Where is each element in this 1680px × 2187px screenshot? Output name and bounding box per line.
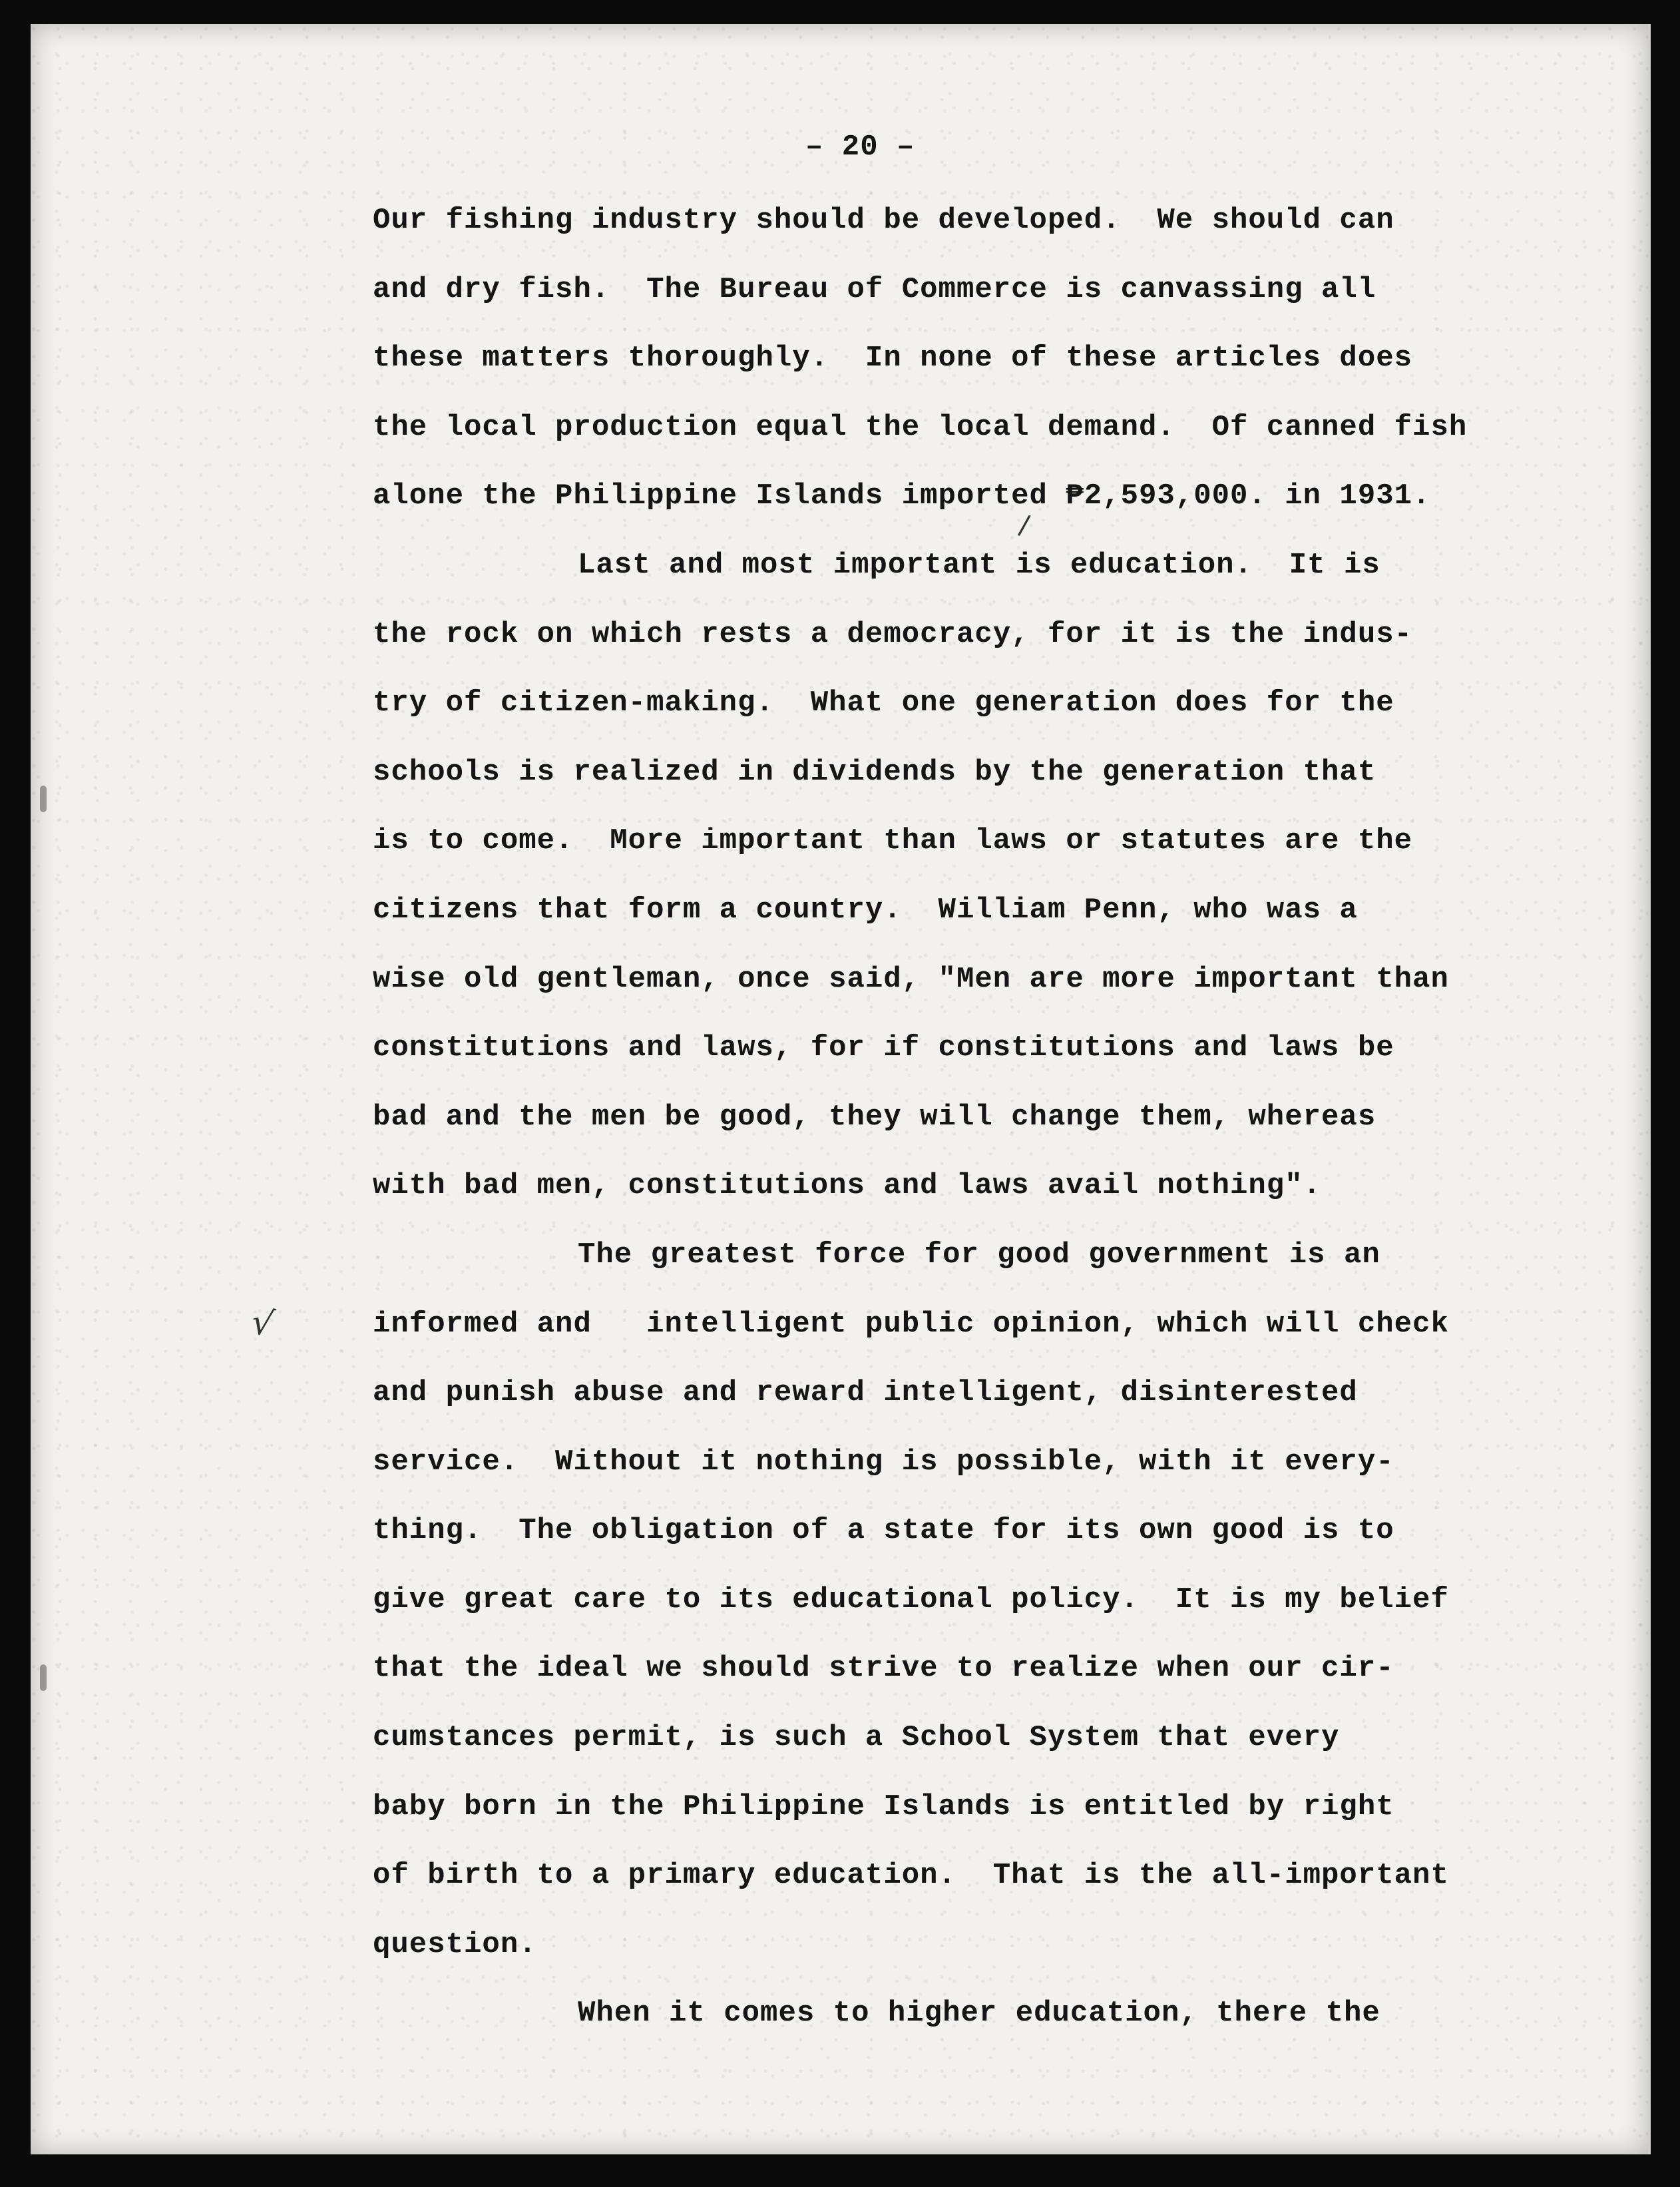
- text-line: service. Without it nothing is possible, with it every-: [373, 1445, 1394, 1479]
- text-line: baby born in the Philippine Islands is entitled by right: [373, 1790, 1394, 1823]
- paragraph-start-line: Last and most important is education. It is: [578, 548, 1380, 582]
- text-line: question.: [373, 1927, 537, 1961]
- text-line: with bad men, constitutions and laws avail nothing".: [373, 1169, 1322, 1203]
- text-line: bad and the men be good, they will change them, whereas: [373, 1100, 1376, 1134]
- text-line: the local production equal the local demand. Of canned fish: [373, 410, 1468, 444]
- page-number: – 20 –: [805, 130, 915, 164]
- text-line: constitutions and laws, for if constitutions and laws be: [373, 1031, 1394, 1065]
- text-line: wise old gentleman, once said, "Men are more important than: [373, 962, 1449, 996]
- page-edge: [1648, 24, 1651, 2154]
- text-line: and dry fish. The Bureau of Commerce is canvassing all: [373, 272, 1376, 306]
- text-line: these matters thoroughly. In none of these articles does: [373, 342, 1413, 375]
- text-line: of birth to a primary education. That is the all-important: [373, 1859, 1449, 1893]
- body-text: [373, 200, 1467, 2062]
- text-line: alone the Philippine Islands imported ₱2,593,000. in 1931.: [373, 479, 1431, 513]
- text-line: informed and intelligent public opinion, which will check: [373, 1307, 1449, 1341]
- text-line: citizens that form a country. William Penn, who was a: [373, 893, 1358, 927]
- text-line: is to come. More important than laws or statutes are the: [373, 824, 1413, 858]
- paragraph-start-line: When it comes to higher education, there the: [578, 1997, 1380, 2031]
- checkmark-icon: √: [248, 1302, 278, 1345]
- text-line: the rock on which rests a democracy, for it is the indus-: [373, 617, 1413, 651]
- paragraph-start-line: The greatest force for good government is an: [578, 1238, 1380, 1272]
- binding-mark: [40, 786, 47, 812]
- text-line: cumstances permit, is such a School System that every: [373, 1721, 1340, 1755]
- text-line: and punish abuse and reward intelligent, disinterested: [373, 1376, 1358, 1410]
- text-line: try of citizen-making. What one generation does for the: [373, 686, 1394, 720]
- text-line: thing. The obligation of a state for its own good is to: [373, 1514, 1394, 1548]
- text-line: that the ideal we should strive to realize when our cir-: [373, 1652, 1394, 1686]
- pencil-slash-mark: /: [1016, 509, 1032, 541]
- binding-mark: [40, 1664, 47, 1691]
- text-line: schools is realized in dividends by the generation that: [373, 755, 1376, 789]
- text-line: Our fishing industry should be developed. We should can: [373, 204, 1394, 237]
- text-line: give great care to its educational policy. It is my belief: [373, 1582, 1449, 1616]
